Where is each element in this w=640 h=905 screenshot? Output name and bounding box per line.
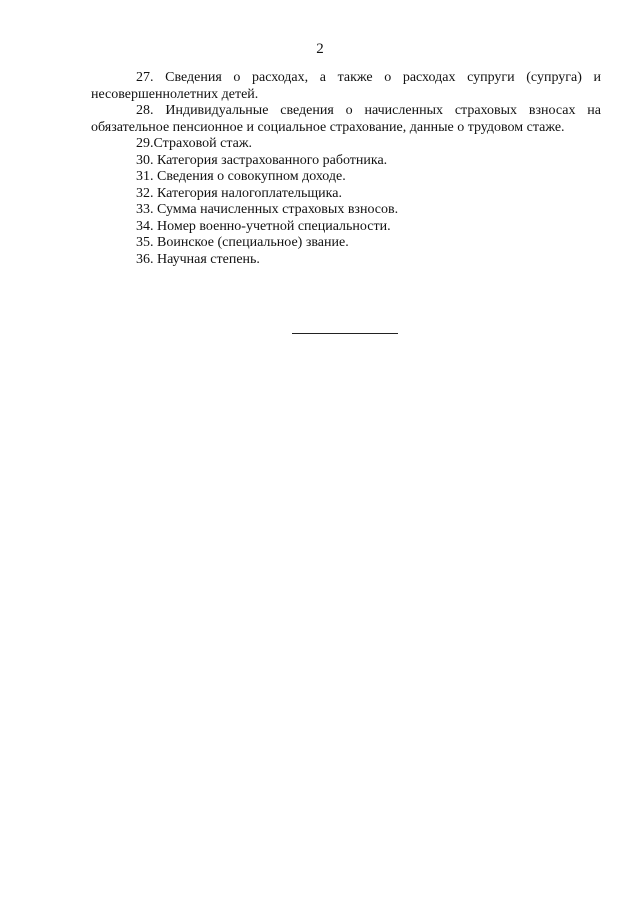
list-item-31: 31. Сведения о совокупном доходе. [136,169,346,184]
list-item-29: 29.Страховой стаж. [136,136,253,151]
list-item-36: 36. Научная степень. [136,251,260,267]
list-item-35: 35. Воинское (специальное) звание. [136,235,349,250]
page-number: 2 [316,41,324,57]
list-item-30: 30. Категория застрахованного работника. [136,152,388,168]
paragraph-item-27: 27. Сведения о расходах, а также о расходах супруги (супруга) и несовершеннолетних детей. [91,70,601,102]
document-body [91,70,601,268]
end-of-document-rule [292,333,398,334]
list-item-32: 32. Категория налогоплательщика. [136,185,342,201]
paragraph-item-28: 28. Индивидуальные сведения о начисленных страховых взносах на обязательное пенсионное и социальное страхование, данные о трудовом стаже. [91,103,601,135]
list-item-33: 33. Сумма начисленных страховых взносов. [136,202,399,217]
list-item-34: 34. Номер военно-учетной специальности. [136,218,391,234]
